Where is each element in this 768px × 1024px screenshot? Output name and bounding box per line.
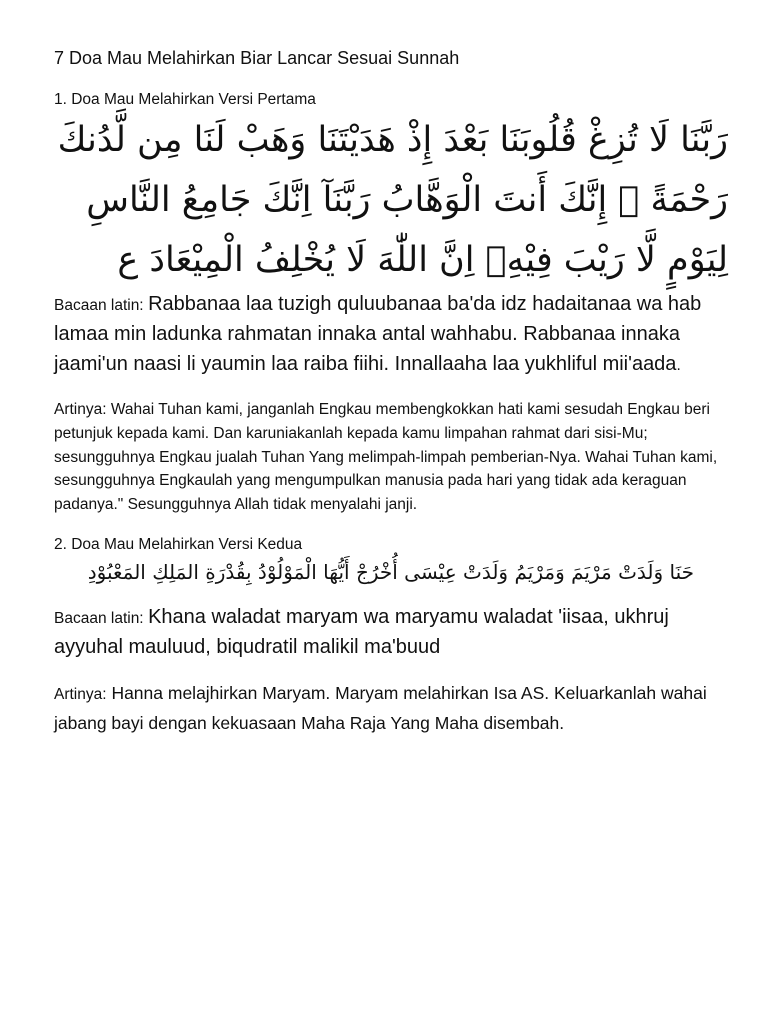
meaning-label: Artinya:	[54, 685, 107, 703]
meaning-text: Hanna melajhirkan Maryam. Maryam melahirkan Isa AS. Keluarkanlah wahai jabang bayi dengan kekuasaan Maha Raja Yang Maha disembah.	[54, 682, 707, 733]
latin-text: Rabbanaa laa tuzigh quluubanaa ba'da idz hadaitanaa wa hab lamaa min ladunka rahmatan innaka antal wahhabu. Rabbanaa innaka jaami'un naasi li yaumin laa raiba fiihi. Innallaaha laa yukhliful mii'aada	[54, 293, 702, 375]
latin-label: Bacaan latin:	[54, 297, 144, 314]
latin-transliteration	[54, 603, 734, 663]
section-heading: 2. Doa Mau Melahirkan Versi Kedua	[54, 535, 303, 553]
section-doa-versi-pertama	[54, 90, 734, 517]
latin-text: Khana waladat maryam wa maryamu waladat 'iisaa, ukhruj ayyuhal mauluud, biqudratil malikil ma'buud	[54, 605, 669, 658]
section-doa-versi-kedua	[54, 535, 734, 737]
meaning-block	[54, 679, 734, 737]
latin-transliteration	[54, 290, 734, 380]
latin-end-punctuation: .	[676, 357, 681, 374]
meaning-text: Artinya: Wahai Tuhan kami, janganlah Engkau membengkokkan hati kami sesudah Engkau beri petunjuk kepada kami. Dan karuniakanlah kepada kamu limpahan rahmat dari sisi-Mu; sesungguhnya Engkau jualah Tuhan Yang melimpah-limpah pemberian-Nya. Wahai Tuhan kami, sesungguhnya Engkaulah yang mengumpulkan manusia pada hari yang tidak ada keraguan padanya." Sesungguhnya Allah tidak menyalahi janji.	[54, 401, 718, 514]
page-title: 7 Doa Mau Melahirkan Biar Lancar Sesuai Sunnah	[54, 48, 460, 68]
arabic-prayer-text: رَبَّنَا لَا تُزِغْ قُلُوبَنَا بَعْدَ إِذْ هَدَيْتَنَا وَهَبْ لَنَا مِن لَّدُنكَ رَحْمَةً ۚ إِنَّكَ أَنتَ الْوَهَّابُ رَبَّنَآ اِنَّكَ جَامِعُ النَّاسِ لِيَوْمٍ لَّا رَيْبَ فِيْهِۗ اِنَّ اللّٰهَ لَا يُخْلِفُ الْمِيْعَادَ ع	[57, 120, 728, 280]
latin-label: Bacaan latin:	[54, 609, 144, 627]
arabic-prayer-text: حَنَا وَلَدَتْ مَرْيَمَ وَمَرْيَمُ وَلَدَتْ عِيْسَى أُخْرُجْ أَيُّهَا الْمَوْلُوْدُ بِقُدْرَةِ المَلِكِ المَعْبُوْدِ	[87, 559, 694, 584]
article	[54, 46, 734, 737]
section-heading: 1. Doa Mau Melahirkan Versi Pertama	[54, 91, 316, 108]
